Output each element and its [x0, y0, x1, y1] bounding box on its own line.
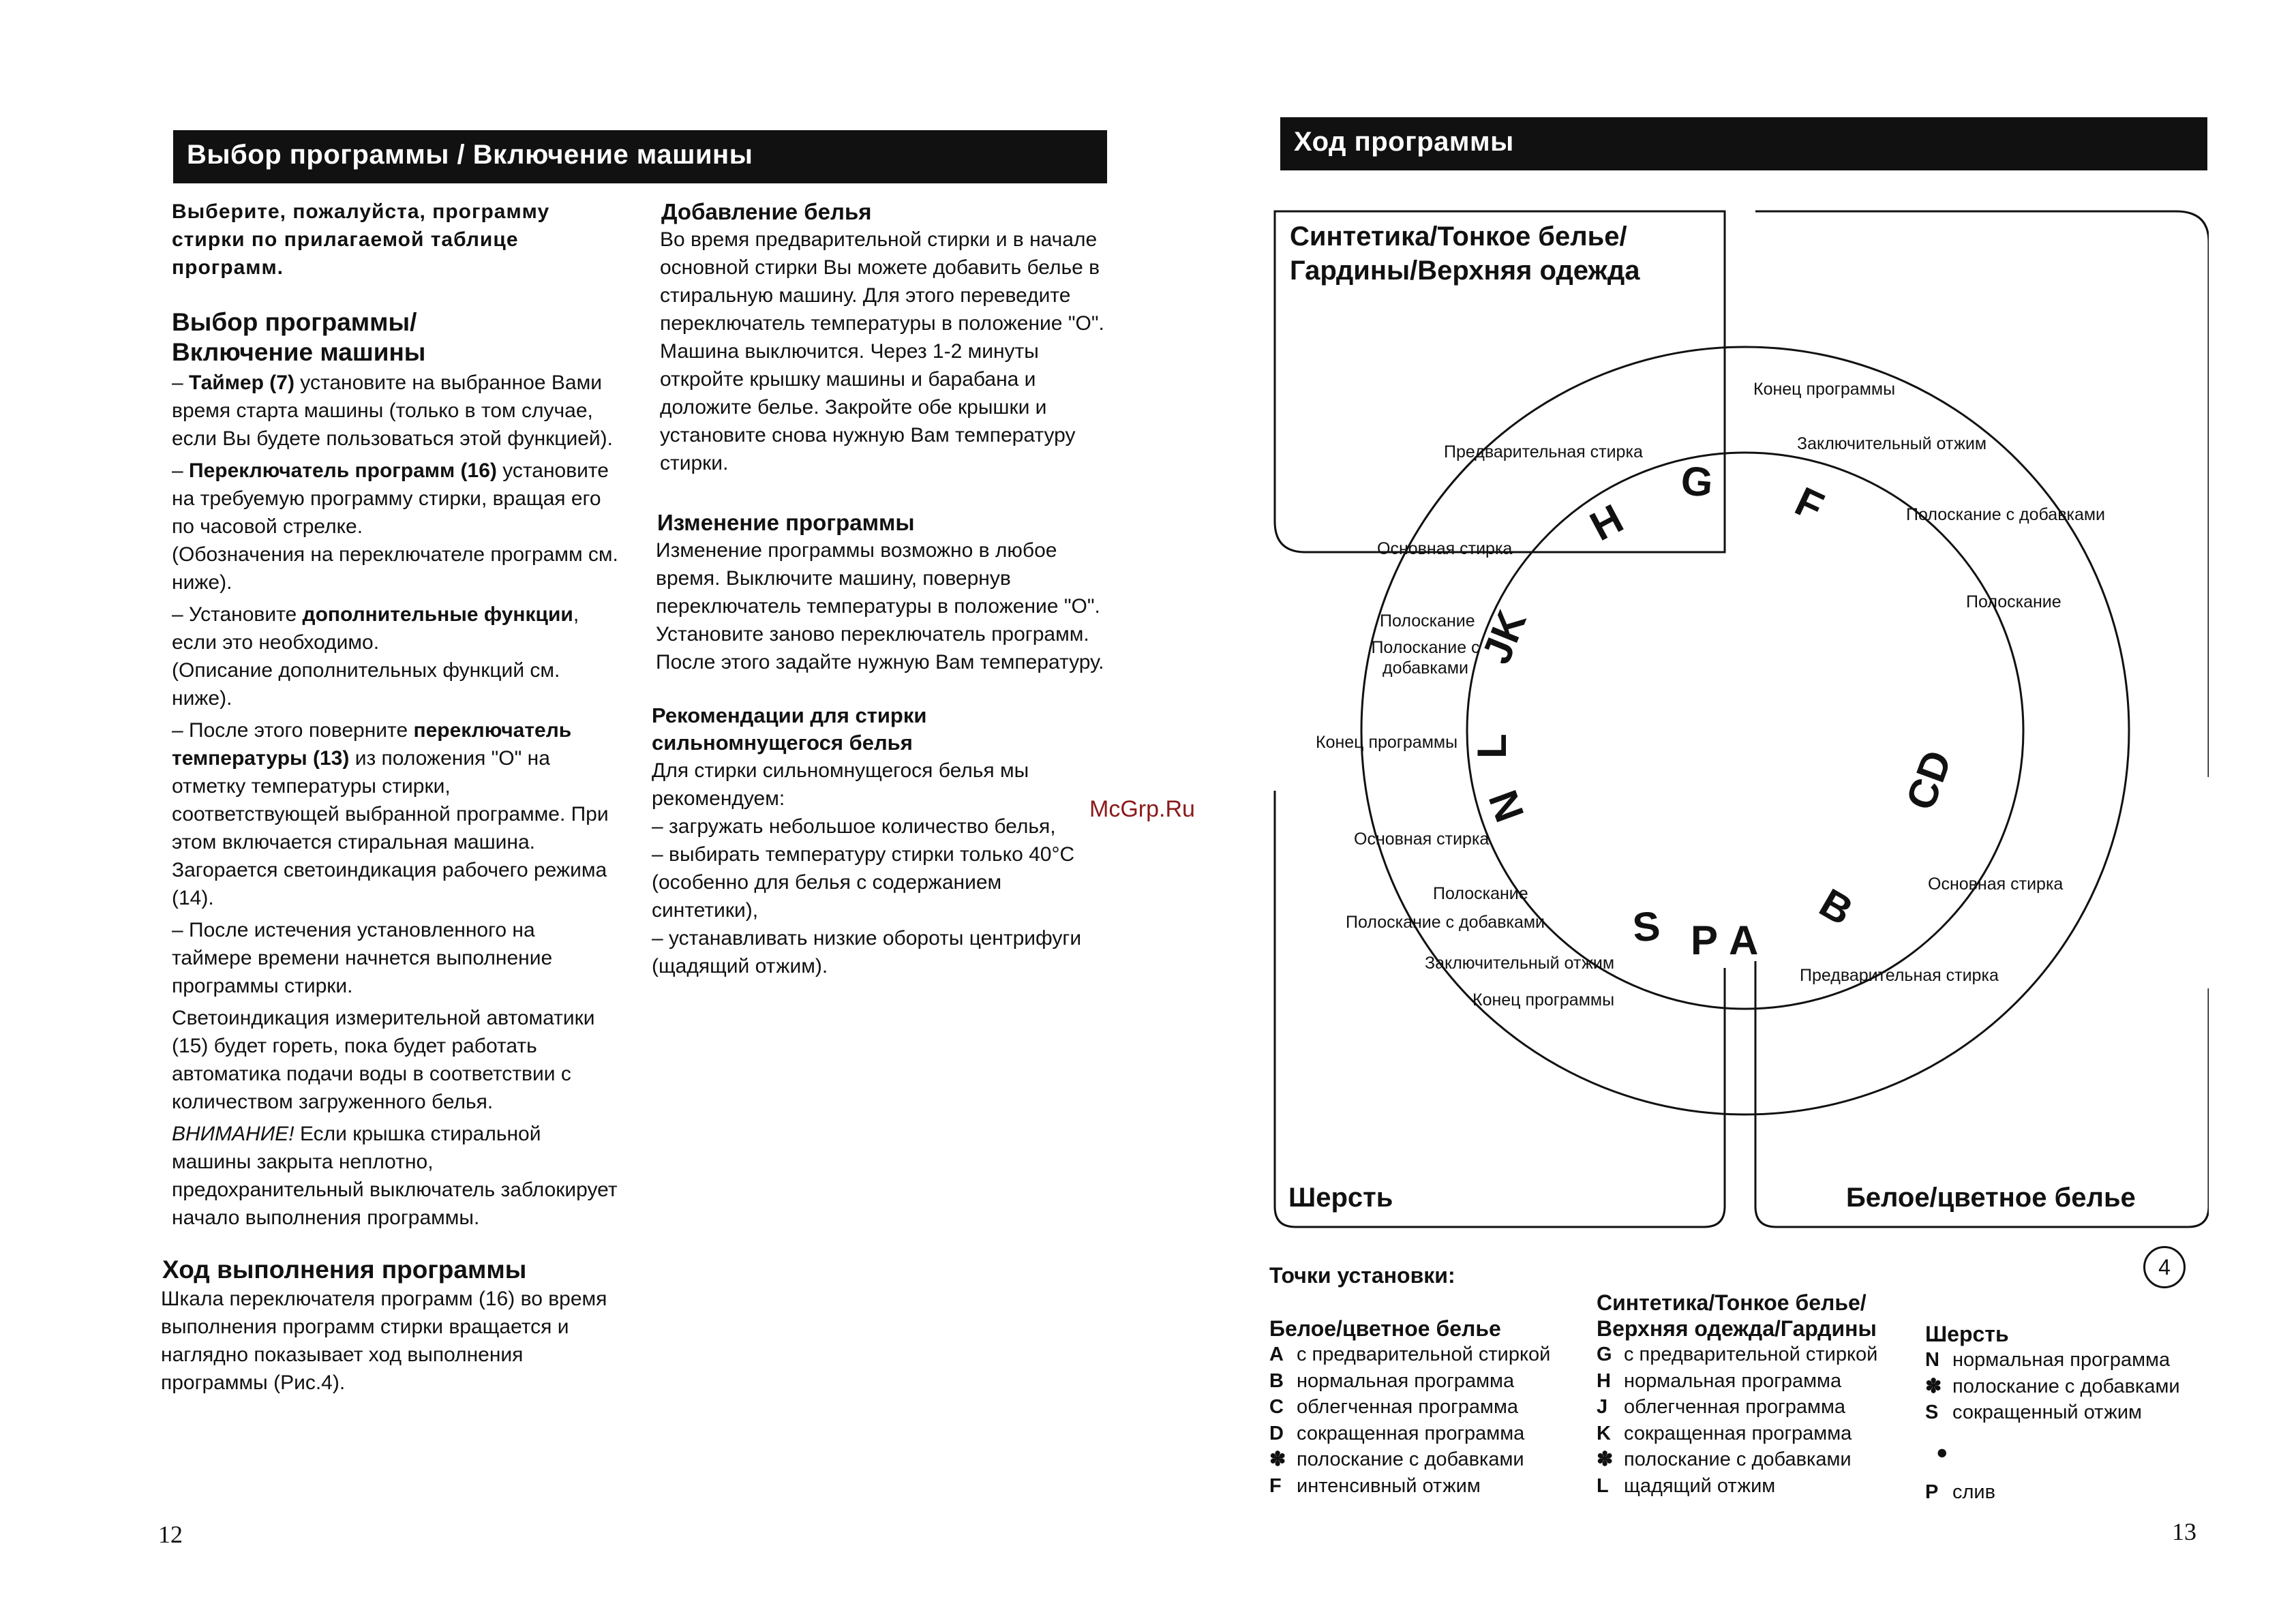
legend-synth-title-line2: Верхняя одежда/Гардины [1597, 1316, 1877, 1341]
recommendations-title: Рекомендации для стирки сильномнущегося белья [652, 703, 927, 755]
program-switch-paragraph: – Переключатель программ (16) установите на требуемую программу стирки, вращая его по часовой стрелке. [172, 459, 609, 538]
recommendation-item-2: – выбирать температуру стирки только 40°С (особенно для белья с содержанием синтетики), [652, 843, 1075, 922]
dial-letter-G: G [1679, 457, 1715, 506]
legend-item-H: H нормальная программа [1597, 1369, 1842, 1392]
legend-item-N: N нормальная программа [1925, 1349, 2171, 1371]
label-end-top: Конец программы [1753, 380, 1896, 399]
dial-letter-A: A [1729, 917, 1759, 963]
section2-title: Ход выполнения программы [162, 1256, 527, 1284]
extra-functions-text: , если это необходимо. [172, 603, 579, 654]
label-final-spin-bottom: Заключительный отжим [1425, 954, 1615, 973]
legend-white-title: Белое/цветное белье [1269, 1316, 1501, 1341]
intro-text: Выберите, пожалуйста, программу стирки по прилагаемой таблице программ. [172, 200, 550, 279]
add-laundry-text: Во время предварительной стирки и в начале основной стирки Вы можете добавить белье в стиральную машину. Для этого переведите переключатель температуры в положение "О". Машина выключится. Через 1-2 минуты откройте крышку машины и барабана и доложите белье. Закройте обе крышки и установите снова нужную Вам температуру стирки. [660, 228, 1104, 474]
dial-letter-F: F [1788, 478, 1831, 530]
label-mainwash-wool: Основная стирка [1354, 830, 1490, 849]
extra-functions-note: (Описание дополнительных функций см. ниже). [172, 659, 560, 710]
recommendations-intro: Для стирки сильномнущегося белья мы рекомендуем: [652, 759, 1029, 810]
left-header-title: Выбор программы / Включение машины [187, 140, 753, 170]
label-prewash-top: Предварительная стирка [1444, 442, 1643, 461]
program-progress-text: Шкала переключателя программ (16) во время выполнения программ стирки вращается и наглядно показывает ход выполнения программы (Рис.4). [161, 1288, 607, 1394]
label-rinse-add-wool: Полоскание с добавками [1346, 913, 1545, 932]
legend-item-L: L щадящий отжим [1597, 1474, 1776, 1497]
right-header-title: Ход программы [1294, 127, 1514, 157]
label-mainwash-right: Основная стирка [1928, 875, 2064, 894]
dial-letter-CD: CD [1897, 744, 1961, 816]
change-program-title: Изменение программы [657, 510, 915, 535]
legend-wool [1925, 1321, 2180, 1505]
recommendation-item-3: – устанавливать низкие обороты центрифуги (щадящий отжим). [652, 927, 1082, 977]
dial-letter-S: S [1631, 902, 1662, 951]
legend-item-D: D сокращенная программа [1269, 1422, 1525, 1444]
left-column [162, 198, 619, 1397]
label-rinse-right: Полоскание [1966, 592, 2061, 611]
recommendation-item-1: – загружать небольшое количество белья, [652, 815, 1056, 838]
dial-letter-P: P [1691, 917, 1719, 963]
right-page-number: 13 [2172, 1518, 2196, 1545]
right-header-bar [1280, 117, 2207, 170]
legend-item-K: K сокращенная программа [1597, 1422, 1852, 1444]
program-switch-note: (Обозначения на переключателе программ см. ниже). [172, 543, 618, 594]
left-page-number: 12 [158, 1521, 183, 1548]
zone-wool-title: Шерсть [1288, 1183, 1393, 1213]
legend-item-A: A с предварительной стиркой [1269, 1344, 1551, 1365]
label-final-spin-top: Заключительный отжим [1797, 434, 1987, 453]
temperature-label: переключатель температуры (13) [172, 719, 572, 770]
legend-item-dot: ● [1936, 1441, 1948, 1463]
temperature-text: из положения "О" на отметку температуры стирки, соответствующей выбранной программе. При этом включается стиральная машина. Загорается светоиндикация рабочего режима (14). [172, 747, 609, 909]
timer-expiry-paragraph: – После истечения установленного на таймере времени начнется выполнение программы стирки. [172, 919, 553, 997]
section1-title-line1: Выбор программы/ [172, 308, 417, 336]
legend-white [1269, 1316, 1550, 1499]
legend-item-C: C облегченная программа [1269, 1396, 1519, 1418]
timer-paragraph: – Таймер (7) установите на выбранное Вами время старта машины (только в том случае, если Вы будете пользоваться этой функцией). [172, 371, 613, 450]
label-rinse-add-top: Полоскание с добавками [1906, 505, 2106, 524]
zone-synthetic-line2: Гардины/Верхняя одежда [1290, 256, 1640, 286]
watermark: McGrp.Ru [1089, 796, 1195, 822]
label-rinse-synth: Полоскание [1380, 611, 1475, 631]
dial-letter-B: B [1812, 879, 1861, 935]
figure-number [2143, 1246, 2186, 1288]
dial-letter-JK: JK [1472, 604, 1535, 670]
program-switch-label: Переключатель программ (16) [189, 459, 497, 482]
add-laundry-title: Добавление белья [661, 199, 872, 224]
label-rinse-add-synth: Полоскание с добавками [1371, 638, 1480, 678]
legend-item-F: F интенсивный отжим [1269, 1474, 1481, 1497]
legend-item-B: B нормальная программа [1269, 1369, 1515, 1392]
program-switch-text: установите на требуемую программу стирки, вращая его по часовой стрелке. [172, 459, 609, 538]
middle-column [652, 198, 1107, 980]
label-end-left: Конец программы [1316, 733, 1458, 752]
left-header-bar [173, 130, 1107, 183]
legend-synth [1597, 1290, 1877, 1499]
change-program-text: Изменение программы возможно в любое время. Выключите машину, повернув переключатель температуры в положение "О". Установите заново переключатель программ. После этого задайте нужную Вам температуру. [656, 539, 1104, 673]
warning-paragraph [172, 1120, 619, 1232]
timer-label: Таймер (7) [189, 371, 294, 394]
section1-title-line2: Включение машины [172, 338, 426, 366]
legend-item-S: S сокращенный отжим [1925, 1401, 2142, 1423]
temperature-start: – После этого поверните [172, 719, 414, 742]
label-rinse-wool: Полоскание [1433, 884, 1528, 903]
extra-functions-start: – Установите [172, 603, 303, 626]
temperature-paragraph [172, 716, 619, 912]
warning-label: ВНИМАНИЕ! [172, 1123, 294, 1145]
dial-letter-L: L [1468, 733, 1515, 759]
timer-text: установите на выбранное Вами время старта машины (только в том случае, если Вы будете пользоваться этой функцией). [172, 371, 613, 450]
program-dial-diagram [1254, 198, 2209, 1234]
legend-wool-title: Шерсть [1925, 1322, 2009, 1346]
label-end-bottom: Конец программы [1472, 990, 1615, 1010]
warning-text: Если крышка стиральной машины закрыта неплотно, предохранительный выключатель заблокирует начало выполнения программы. [172, 1123, 618, 1229]
label-mainwash-synth: Основная стирка [1377, 539, 1513, 558]
dial-letter-H: H [1582, 495, 1631, 550]
legend-synth-title-line1: Синтетика/Тонкое белье/ [1597, 1290, 1867, 1315]
legend-item-rinse-add-synth: ✽ полоскание с добавками [1597, 1448, 1852, 1470]
legend-title: Точки установки: [1269, 1263, 1455, 1288]
zone-white-title: Белое/цветное белье [1846, 1183, 2136, 1213]
legend-item-P: P слив [1925, 1481, 1996, 1503]
extra-functions-paragraph [172, 601, 619, 656]
dial-letter-N: N [1479, 784, 1533, 828]
legend-item-G: G с предварительной стиркой [1597, 1344, 1878, 1365]
automatics-paragraph: Светоиндикация измерительной автоматики (15) будет гореть, пока будет работать автоматика подачи воды в соответствии с количеством загруженного белья. [172, 1007, 595, 1113]
legend-item-J: J облегченная программа [1597, 1396, 1846, 1418]
zone-synthetic-title [1290, 219, 1640, 288]
zone-synthetic-line1: Синтетика/Тонкое белье/ [1290, 222, 1627, 252]
figure-number-value: 4 [2158, 1255, 2171, 1279]
label-prewash-bottom: Предварительная стирка [1800, 966, 1999, 985]
section1-body [172, 369, 619, 1232]
legend-item-rinse-add-white: ✽ полоскание с добавками [1269, 1448, 1524, 1470]
extra-functions-label: дополнительные функции [302, 603, 573, 626]
legend-item-rinse-add-wool: ✽ полоскание с добавками [1925, 1375, 2180, 1397]
